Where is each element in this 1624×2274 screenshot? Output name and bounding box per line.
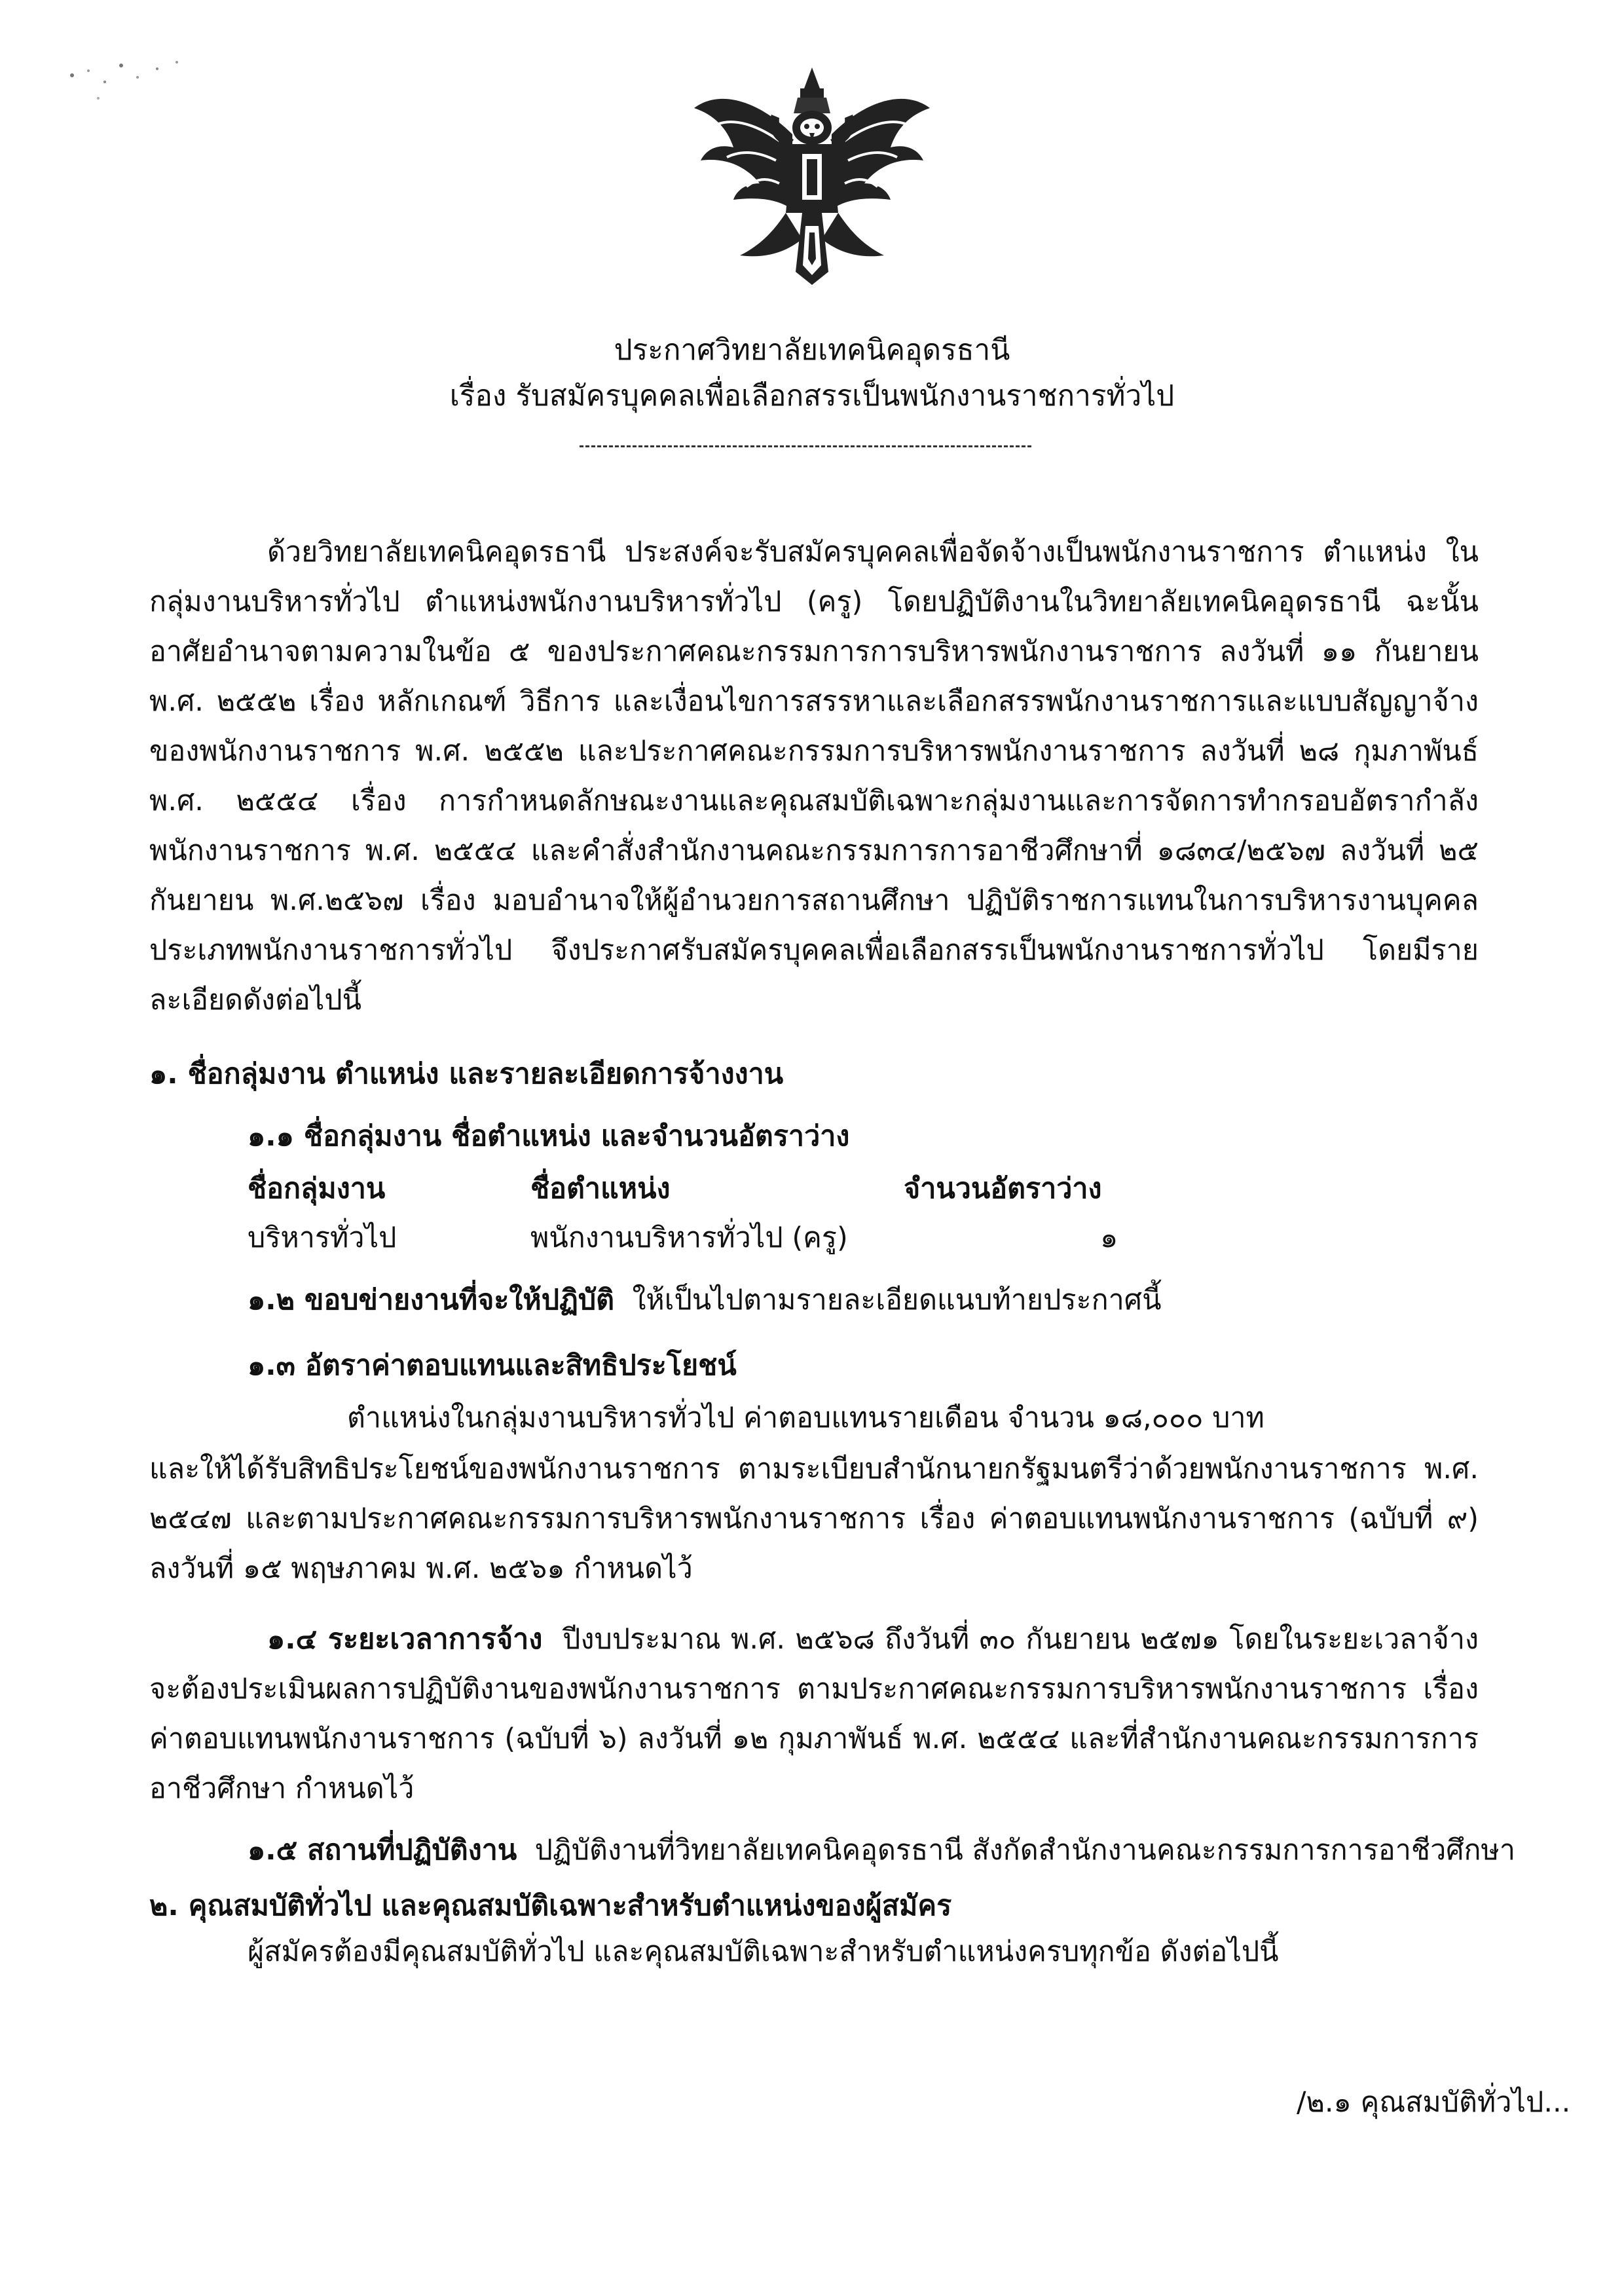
section-1-2-heading: ๑.๒ ขอบข่ายงานที่จะให้ปฏิบัติ bbox=[248, 1284, 615, 1316]
row-group-value: บริหารทั่วไป bbox=[248, 1221, 397, 1254]
continuation-note: /๒.๑ คุณสมบัติทั่วไป... bbox=[1297, 2086, 1571, 2119]
section-1-3-heading: ๑.๓ อัตราค่าตอบแทนและสิทธิประโยชน์ bbox=[248, 1349, 737, 1382]
intro-text: ด้วยวิทยาลัยเทคนิคอุดรธานี ประสงค์จะรับสมัครบุคคลเพื่อจัดจ้างเป็นพนักงานราชการ ตำแหน่ง ในกลุ่มงานบริหารทั่วไป ตำแหน่งพนักงานบริหารทั่วไป (ครู) โดยปฏิบัติงานในวิทยาลัยเทคนิคอุดรธานี ฉะนั้น อาศัยอำนาจตามความในข้อ ๕ ของประกาศคณะกรรมการการบริหารพนักงานราชการ ลงวันที่ ๑๑ กันยายน พ.ศ. ๒๕๕๒ เรื่อง หลักเกณฑ์ วิธีการ และเงื่อนไขการสรรหาและเลือกสรรพนักงานราชการและแบบสัญญาจ้างของพนักงานราชการ พ.ศ. ๒๕๕๒ และประกาศคณะกรรมการบริหารพนักงานราชการ ลงวันที่ ๒๘ กุมภาพันธ์ พ.ศ. ๒๕๕๔ เรื่อง การกำหนดลักษณะงานและคุณสมบัติเฉพาะกลุ่มงานและการจัดการทำกรอบอัตรากำลังพนักงานราชการ พ.ศ. ๒๕๕๔ และคำสั่งสำนักงานคณะกรรมการการอาชีวศึกษาที่ ๑๘๓๔/๒๕๖๗ ลงวันที่ ๒๕ กันยายน พ.ศ.๒๕๖๗ เรื่อง มอบอำนาจให้ผู้อำนวยการสถานศึกษา ปฏิบัติราชการแทนในการบริหารงานบุคคล ประเภทพนักงานราชการทั่วไป จึงประกาศรับสมัครบุคคลเพื่อเลือกสรรเป็นพนักงานราชการทั่วไป โดยมีรายละเอียดดังต่อไปนี้ bbox=[149, 536, 1479, 1016]
announcement-title: ประกาศวิทยาลัยเทคนิคอุดรธานี bbox=[614, 333, 1010, 367]
section-2-text: ผู้สมัครต้องมีคุณสมบัติทั่วไป และคุณสมบัติเฉพาะสำหรับตำแหน่งครบทุกข้อ ดังต่อไปนี้ bbox=[248, 1935, 1279, 1968]
section-1-1-heading: ๑.๑ ชื่อกลุ่มงาน ชื่อตำแหน่ง และจำนวนอัตราว่าง bbox=[248, 1120, 850, 1153]
section-1-5-text: ปฏิบัติงานที่วิทยาลัยเทคนิคอุดรธานี สังกัดสำนักงานคณะกรรมการการอาชีวศึกษา bbox=[534, 1834, 1516, 1867]
intro-paragraph bbox=[149, 527, 1479, 1025]
col-header-vacancies: จำนวนอัตราว่าง bbox=[904, 1172, 1102, 1205]
section-1-2-text: ให้เป็นไปตามรายละเอียดแนบท้ายประกาศนี้ bbox=[632, 1284, 1162, 1316]
header-divider bbox=[580, 445, 1031, 447]
section-1-5-heading: ๑.๕ สถานที่ปฏิบัติงาน bbox=[248, 1834, 517, 1867]
col-header-position: ชื่อตำแหน่ง bbox=[530, 1172, 671, 1205]
scan-specks bbox=[59, 46, 216, 124]
section-1-4-heading: ๑.๔ ระยะเวลาการจ้าง bbox=[267, 1623, 543, 1656]
announcement-subject: เรื่อง รับสมัครบุคคลเพื่อเลือกสรรเป็นพนักงานราชการทั่วไป bbox=[449, 379, 1175, 413]
section-1-4-text: ปีงบประมาณ พ.ศ. ๒๕๖๘ ถึงวันที่ ๓๐ กันยายน ๒๕๗๑ โดยในระยะเวลาจ้าง จะต้องประเมินผลการปฏิบัติงานของพนักงานราชการ ตามประกาศคณะกรรมการบริหารพนักงานราชการ เรื่อง ค่าตอบแทนพนักงานราชการ (ฉบับที่ ๖) ลงวันที่ ๑๒ กุมภาพันธ์ พ.ศ. ๒๕๕๔ และที่สำนักงานคณะกรรมการการอาชีวศึกษา กำหนดไว้ bbox=[149, 1623, 1479, 1805]
section-1-heading: ๑. ชื่อกลุ่มงาน ตำแหน่ง และรายละเอียดการจ้างงาน bbox=[149, 1058, 784, 1090]
row-vacancies-value: ๑ bbox=[1100, 1221, 1118, 1254]
section-1-4 bbox=[149, 1614, 1479, 1814]
section-1-5 bbox=[248, 1831, 1515, 1870]
garuda-emblem-icon bbox=[681, 62, 943, 288]
section-2-heading: ๒. คุณสมบัติทั่วไป และคุณสมบัติเฉพาะสำหรับตำแหน่งของผู้สมัคร bbox=[149, 1890, 952, 1922]
section-1-3-text: และให้ได้รับสิทธิประโยชน์ของพนักงานราชการ ตามระเบียบสำนักนายกรัฐมนตรีว่าด้วยพนักงานราชการ พ.ศ. ๒๕๔๗ และตามประกาศคณะกรรมการบริหารพนักงานราชการ เรื่อง ค่าตอบแทนพนักงานราชการ (ฉบับที่ ๙) ลงวันที่ ๑๕ พฤษภาคม พ.ศ. ๒๕๖๑ กำหนดไว้ bbox=[149, 1453, 1479, 1585]
section-1-2 bbox=[248, 1280, 1161, 1320]
col-header-group: ชื่อกลุ่มงาน bbox=[248, 1172, 386, 1205]
row-position-value: พนักงานบริหารทั่วไป (ครู) bbox=[530, 1221, 848, 1254]
section-1-3-line1: ตำแหน่งในกลุ่มงานบริหารทั่วไป ค่าตอบแทนรายเดือน จำนวน ๑๘,๐๐๐ บาท bbox=[347, 1402, 1264, 1434]
